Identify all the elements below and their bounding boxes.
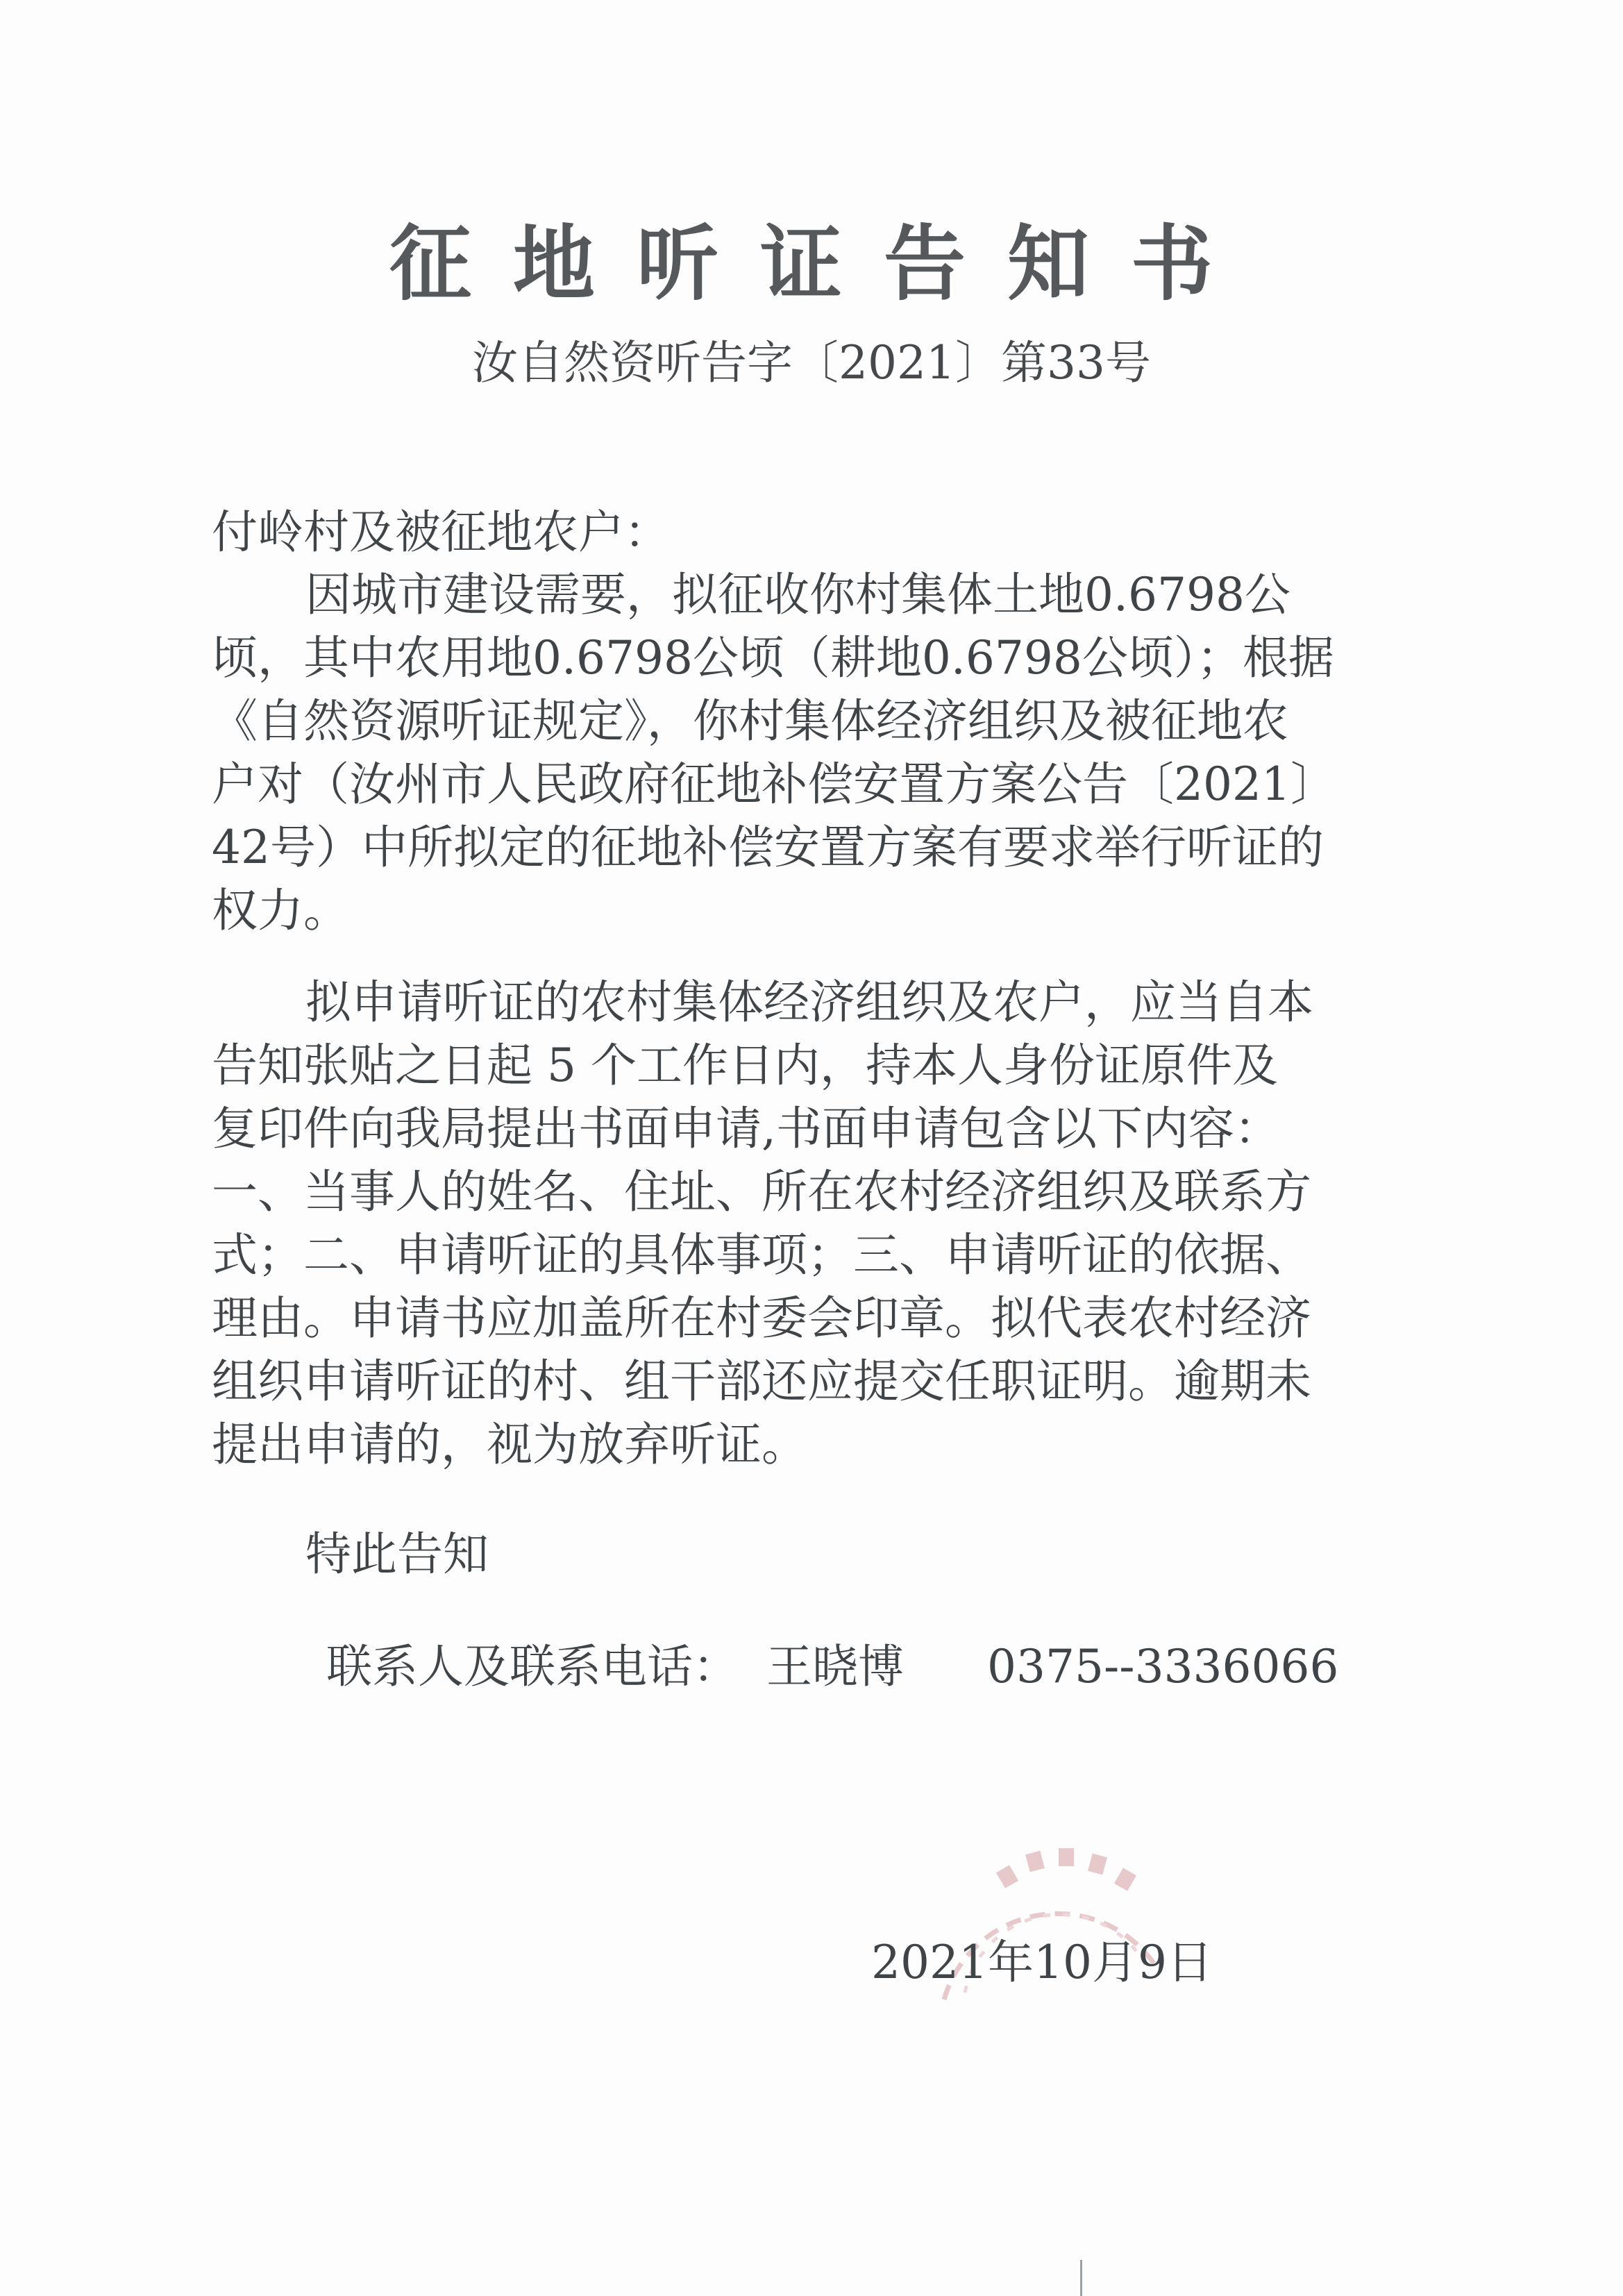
body-line: 组织申请听证的村、组干部还应提交任职证明。逾期未 xyxy=(212,1355,1311,1408)
contact-name: 王晓博 xyxy=(766,1640,904,1693)
contact-label: 联系人及联系电话： xyxy=(326,1640,739,1693)
body-line: 42号）中所拟定的征地补偿安置方案有要求举行听证的 xyxy=(212,821,1324,874)
body-line: 告知张贴之日起 5 个工作日内，持本人身份证原件及 xyxy=(212,1039,1278,1092)
body-line: 提出申请的，视为放弃听证。 xyxy=(212,1418,807,1471)
body-line: 顷，其中农用地0.6798公顷（耕地0.6798公顷）；根据 xyxy=(212,631,1334,685)
document-number: 汝自然资听告字〔2021〕第33号 xyxy=(472,336,1151,389)
scan-edge-mark xyxy=(1080,2260,1082,2296)
body-line: 因城市建设需要，拟征收你村集体土地0.6798公 xyxy=(305,568,1290,621)
body-line: 《自然资源听证规定》，你村集体经济组织及被征地农 xyxy=(212,694,1288,748)
body-line: 一、当事人的姓名、住址、所在农村经济组织及联系方 xyxy=(212,1165,1311,1218)
body-line: 权力。 xyxy=(212,884,349,937)
contact-phone: 0375--3336066 xyxy=(987,1640,1339,1693)
body-line: 式；二、申请听证的具体事项；三、申请听证的依据、 xyxy=(212,1228,1311,1282)
document-title: 征地听证告知书 xyxy=(389,215,1254,312)
addressee: 付岭村及被征地农户： xyxy=(212,505,670,559)
document-date: 2021年10月9日 xyxy=(871,1936,1213,1989)
closing-text: 特此告知 xyxy=(305,1527,489,1581)
body-line: 理由。申请书应加盖所在村委会印章。拟代表农村经济 xyxy=(212,1291,1311,1345)
body-line: 拟申请听证的农村集体经济组织及农户，应当自本 xyxy=(305,975,1313,1029)
body-line: 户对（汝州市人民政府征地补偿安置方案公告〔2021〕 xyxy=(212,757,1336,811)
contact-line xyxy=(326,1636,1339,1698)
body-line: 复印件向我局提出书面申请,书面申请包含以下内容： xyxy=(212,1102,1280,1155)
